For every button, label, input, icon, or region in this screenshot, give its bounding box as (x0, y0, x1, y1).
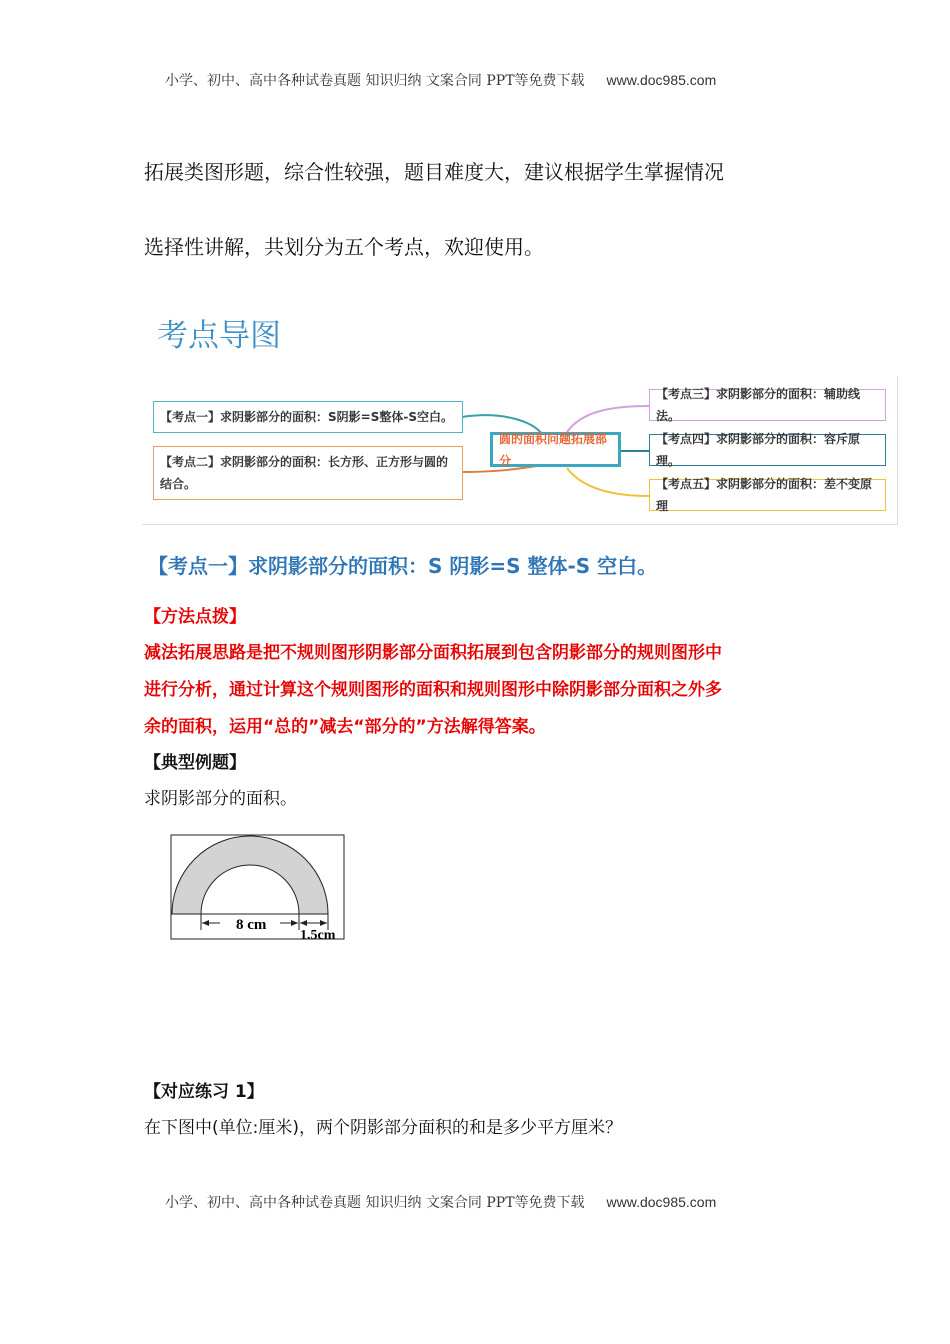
mindmap-center: 圆的面积问题拓展部分 (490, 432, 621, 467)
header-url[interactable]: www.doc985.com (606, 72, 717, 88)
intro-line-1: 拓展类图形题，综合性较强，题目难度大，建议根据学生掌握情况 (144, 160, 724, 184)
mindmap (142, 376, 898, 525)
inner-diameter-label: 8 cm (236, 917, 267, 933)
mindmap-node-5: 【考点五】求阴影部分的面积：差不变原理 (649, 479, 886, 511)
mindmap-node-3: 【考点三】求阴影部分的面积：辅助线法。 (649, 389, 886, 421)
practice-text: 在下图中(单位:厘米)，两个阴影部分面积的和是多少平方厘米？ (144, 1118, 622, 1138)
section-heading: 【考点一】求阴影部分的面积：S 阴影=S 整体-S 空白。 (148, 554, 658, 578)
method-line-1: 减法拓展思路是把不规则图形阴影部分面积拓展到包含阴影部分的规则图形中 (144, 643, 722, 663)
header-text: 小学、初中、高中各种试卷真题 知识归纳 文案合同 PPT等免费下载 (165, 73, 585, 89)
method-line-3: 余的面积，运用“总的”减去“部分的”方法解得答案。 (144, 717, 546, 737)
mindmap-node-1: 【考点一】求阴影部分的面积：S阴影=S整体-S空白。 (153, 401, 463, 433)
method-label: 【方法点拨】 (144, 607, 246, 627)
page-footer (165, 1192, 716, 1212)
footer-url[interactable]: www.doc985.com (606, 1194, 717, 1210)
example-label: 【典型例题】 (144, 753, 246, 773)
mindmap-node-4: 【考点四】求阴影部分的面积：容斥原理。 (649, 434, 886, 466)
footer-text: 小学、初中、高中各种试卷真题 知识归纳 文案合同 PPT等免费下载 (165, 1195, 585, 1211)
mindmap-node-2: 【考点二】求阴影部分的面积：长方形、正方形与圆的结合。 (153, 446, 463, 500)
semicircle-ring-figure (160, 825, 360, 950)
ring-width-label: 1.5cm (300, 928, 336, 943)
mindmap-title: 考点导图 (157, 318, 281, 354)
practice-label: 【对应练习 1】 (144, 1082, 264, 1102)
example-text: 求阴影部分的面积。 (144, 789, 297, 809)
page-header (165, 70, 716, 90)
intro-line-2: 选择性讲解，共划分为五个考点，欢迎使用。 (144, 235, 544, 259)
method-line-2: 进行分析，通过计算这个规则图形的面积和规则图形中除阴影部分面积之外多 (144, 680, 722, 700)
